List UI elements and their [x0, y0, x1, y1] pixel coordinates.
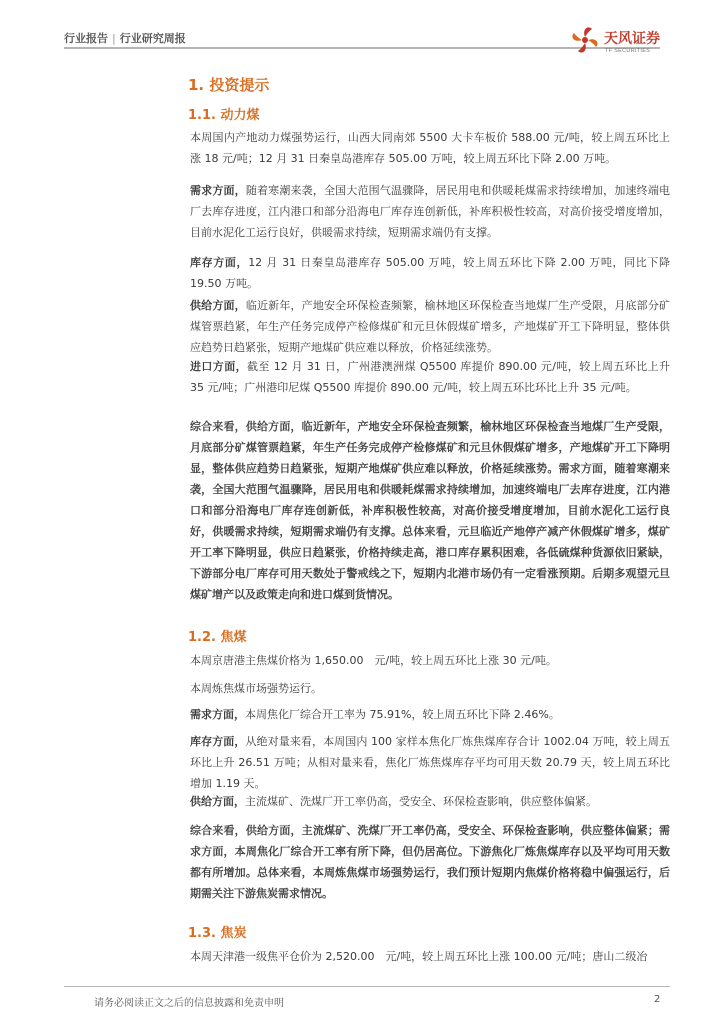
text-import: 截至 12 月 31 日，广州港澳洲煤 Q5500 库提价 890.00 元/吨，较上周五环比上升 35 元/吨；广州港印尼煤 Q5500 库提价 890.00 元/吨，较上周五环比环比上升 35 元/吨。: [190, 360, 670, 394]
text-demand: 随着寒潮来袭，全国大范围气温骤降，居民用电和供暖耗煤需求持续增加，加速终端电厂去库存进度，江内港口和部分沿海电厂库存连创新低，补库积极性较高，对高价接受增度增加，目前水泥化工运行良好，供暖需求持续，短期需求端仍有支撑。: [190, 184, 671, 239]
page-header: [0, 0, 724, 52]
paragraph-thermal-demand: [190, 180, 670, 243]
header-breadcrumb: [64, 30, 186, 46]
lead-inventory: 库存方面，: [190, 735, 246, 748]
paragraph-thermal-import: [190, 356, 670, 398]
logo-text-cn: 天风证券: [604, 31, 660, 47]
text-inventory: 从绝对量来看，本周国内 100 家样本焦化厂炼焦煤库存合计 1002.04 万吨，较上周五环比上升 26.51 万吨；从相对量来看，焦化厂炼焦煤库存平均可用天数 20.79 天，较上周五环比增加 1.19 天。: [190, 735, 670, 790]
paragraph-thermal-summary: 综合来看，供给方面，临近新年，产地安全环保检查频繁，榆林地区环保检查当地煤厂生产受限，月底部分矿煤管票趋紧，年生产任务完成停产检修煤矿和元旦休假煤矿增多，产地煤矿开工下降明显，整体供应趋势日趋紧张，短期产地煤矿供应难以释放，价格延续涨势。需求方面，随着寒潮来袭，全国大范围气温骤降，居民用电和供暖耗煤需求持续增加，加速终端电厂去库存进度，江内港口和部分沿海电厂库存连创新低，补库积极性较高，对高价接受增度增加，目前水泥化工运行良好，供暖需求持续，短期需求端仍有支撑。总体来看，元旦临近产地停产减产休假煤矿增多，煤矿开工率下降明显，供应日趋紧张，价格持续走高，港口库存累积困难，各低硫煤种货源依旧紧缺，下游部分电厂库存可用天数处于警戒线之下，短期内北港市场仍有一定看涨预期。后期多观望元旦煤矿增产以及政策走向和进口煤到货情况。: [190, 420, 670, 601]
company-logo: [568, 23, 673, 57]
paragraph-thermal-inventory: [190, 252, 670, 294]
paragraph-coking-inventory: [190, 731, 670, 794]
subsection-title-coking-coal: 1.2. 焦煤: [188, 630, 247, 645]
paragraph-coke-price: 本周天津港一级焦平仓价为 2,520.00 元/吨，较上周五环比上涨 100.00 元/吨；唐山二级冶: [190, 950, 648, 963]
paragraph-coking-price: 本周京唐港主焦煤价格为 1,650.00 元/吨，较上周五环比上涨 30 元/吨。: [190, 654, 557, 667]
lead-inventory: 库存方面，: [190, 256, 249, 269]
header-separator: |: [112, 32, 116, 45]
text-supply: 主流煤矿、洗煤厂开工率仍高，受安全、环保检查影响，供应整体偏紧。: [245, 795, 597, 808]
header-category: 行业报告: [64, 32, 108, 45]
paragraph-coking-demand: [190, 704, 670, 725]
paragraph-coking-supply: [190, 791, 670, 812]
lead-supply: 供给方面，: [190, 795, 245, 808]
paragraph-coking-market: 本周炼焦煤市场强势运行。: [190, 682, 322, 695]
paragraph-thermal-price: 本周国内产地动力煤强势运行，山西大同南郊 5500 大卡车板价 588.00 元/吨，较上周五环比上涨 18 元/吨；12 月 31 日秦皇岛港库存 505.00 万吨，较上周五环比下降 2.00 万吨。: [190, 131, 670, 165]
header-subcategory: 行业研究周报: [119, 32, 186, 45]
footer-disclaimer: 请务必阅读正文之后的信息披露和免责申明: [94, 998, 284, 1009]
lead-demand: 需求方面，: [190, 708, 245, 721]
text-inventory: 12 月 31 日秦皇岛港库存 505.00 万吨，较上周五环比下降 2.00 万吨，同比下降 19.50 万吨。: [190, 256, 671, 290]
subsection-title-thermal-coal: 1.1. 动力煤: [188, 108, 260, 123]
paragraph-coking-summary: 综合来看，供给方面，主流煤矿、洗煤厂开工率仍高，受安全、环保检查影响，供应整体偏紧；需求方面，本周焦化厂综合开工率有所下降，但仍居高位。下游焦化厂炼焦煤库存以及平均可用天数都有所增加。总体来看，本周炼焦煤市场强势运行，我们预计短期内焦煤价格将稳中偏强运行，后期需关注下游焦炭需求情况。: [190, 824, 670, 900]
paragraph-thermal-supply: [190, 295, 670, 358]
lead-import: 进口方面，: [190, 360, 247, 373]
page-number: 2: [654, 994, 661, 1005]
text-supply: 临近新年，产地安全环保检查频繁，榆林地区环保检查当地煤厂生产受限，月底部分矿煤管票趋紧，年生产任务完成停产检修煤矿和元旦休假煤矿增多，产地煤矿开工下降明显，整体供应趋势日趋紧张，短期产地煤矿供应难以释放，价格延续涨势。: [190, 299, 671, 354]
lead-supply: 供给方面，: [190, 299, 246, 312]
lead-demand: 需求方面，: [190, 184, 246, 197]
section-title: 1. 投资提示: [188, 76, 270, 94]
subsection-title-coke: 1.3. 焦炭: [188, 926, 247, 941]
logo-text-en: TF SECURITIES: [605, 48, 651, 54]
footer-divider: [64, 986, 670, 987]
logo-pinwheel-icon: [568, 23, 602, 57]
text-demand: 本周焦化厂综合开工率为 75.91%，较上周五环比下降 2.46%。: [245, 708, 560, 721]
